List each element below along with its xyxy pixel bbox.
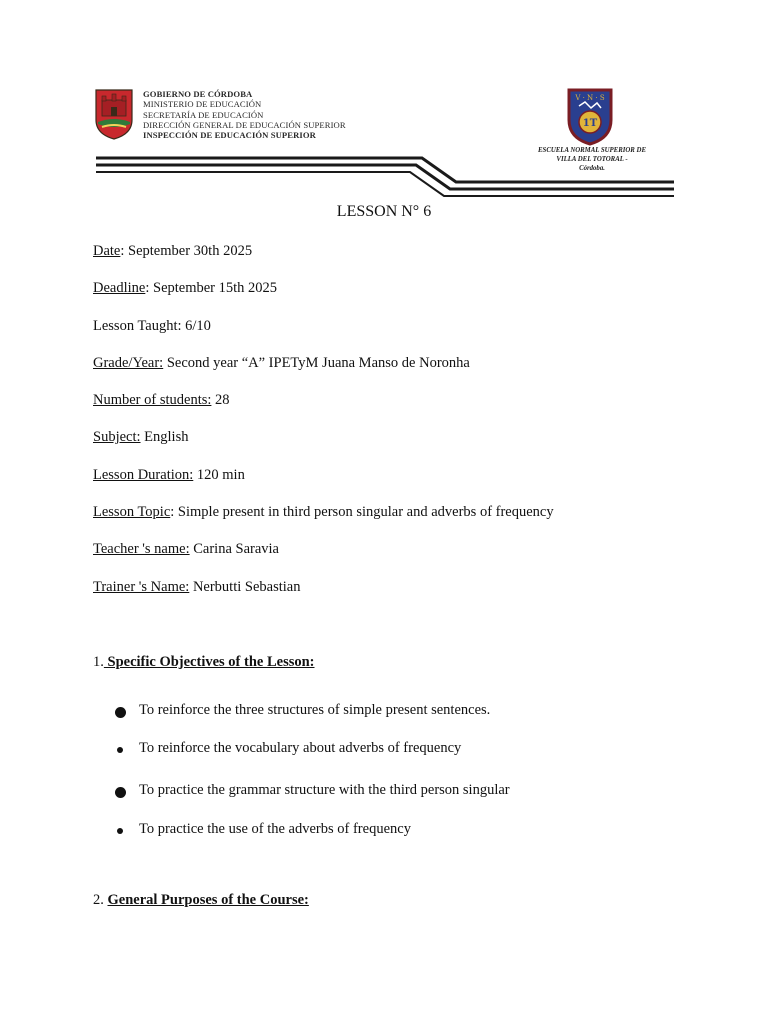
bullet-icon (115, 707, 126, 718)
bullet-icon (115, 787, 126, 798)
bullet-icon (117, 828, 123, 834)
field-label: Date (93, 243, 121, 259)
field-lesson-duration (93, 467, 554, 504)
section-specific-objectives (93, 654, 315, 671)
field-teacher-name (93, 541, 554, 578)
list-item-text: To practice the use of the adverbs of frequency (139, 821, 411, 837)
section-general-purposes (93, 892, 309, 909)
school-name (522, 146, 662, 173)
school-line: ESCUELA NORMAL SUPERIOR DE (538, 147, 646, 154)
field-date (93, 243, 554, 280)
lesson-fields (93, 243, 554, 616)
cordoba-crest-logo (94, 86, 134, 140)
field-label: Subject: (93, 429, 141, 446)
field-value: Simple present in third person singular and adverbs of frequency (177, 504, 554, 521)
field-label: Lesson Topic (93, 504, 171, 521)
field-label: Deadline (93, 280, 146, 297)
list-item-text: To reinforce the vocabulary about adverbs of frequency (139, 740, 462, 756)
field-value: English (144, 429, 189, 446)
field-value: Nerbutti Sebastian (192, 578, 301, 595)
school-line: VILLA DEL TOTORAL - (556, 156, 628, 163)
field-label: Lesson Taught: 6/10 (93, 317, 211, 334)
section-number: 1. (93, 654, 104, 670)
section-heading: General Purposes of the Course: (107, 892, 309, 908)
lesson-title: LESSON N° 6 (336, 203, 432, 220)
list-item-text: To practice the grammar structure with the third person singular (139, 782, 510, 798)
section-heading: Specific Objectives of the Lesson: (103, 654, 315, 670)
field-value: Second year “A” IPETyM Juana Manso de Noronha (166, 354, 470, 371)
school-badge-logo (565, 86, 615, 146)
gov-line: INSPECCIÓN DE EDUCACIÓN SUPERIOR (143, 130, 316, 141)
field-sep: : (170, 504, 178, 521)
school-line: Córdoba. (579, 165, 605, 172)
field-label: Trainer 's Name: (93, 578, 190, 595)
field-label: Grade/Year: (93, 354, 164, 371)
field-value: September 30th 2025 (128, 243, 253, 259)
field-value: 120 min (196, 466, 245, 483)
gov-line: GOBIERNO DE CÓRDOBA (143, 89, 253, 99)
badge-center-text: 1T (582, 118, 598, 129)
field-subject (93, 429, 554, 466)
badge-top-text: V · N · S (575, 94, 605, 102)
field-value: 28 (215, 392, 230, 409)
field-value: September 15th 2025 (153, 280, 278, 297)
field-lesson-topic (93, 504, 554, 541)
government-lines (143, 89, 346, 140)
field-label: Number of students: (93, 392, 212, 409)
gov-line: MINISTERIO DE EDUCACIÓN (143, 99, 262, 110)
field-label: Lesson Duration: (93, 466, 194, 483)
field-number-of-students (93, 392, 554, 429)
field-deadline (93, 280, 554, 317)
field-grade-year (93, 355, 554, 392)
field-sep: : (145, 280, 153, 297)
field-label: Teacher 's name: (93, 541, 190, 558)
field-value: Carina Saravia (193, 541, 279, 558)
gov-line: DIRECCIÓN GENERAL DE EDUCACIÓN SUPERIOR (143, 119, 346, 130)
list-item-text: To reinforce the three structures of simple present sentences. (139, 702, 491, 718)
field-trainer-name (93, 579, 554, 616)
section-number: 2. (93, 892, 104, 908)
bullet-icon (117, 747, 123, 753)
field-lesson-taught (93, 318, 554, 355)
field-sep: : (120, 243, 129, 259)
gov-line: SECRETARÍA DE EDUCACIÓN (143, 109, 264, 120)
document-header (0, 0, 768, 205)
